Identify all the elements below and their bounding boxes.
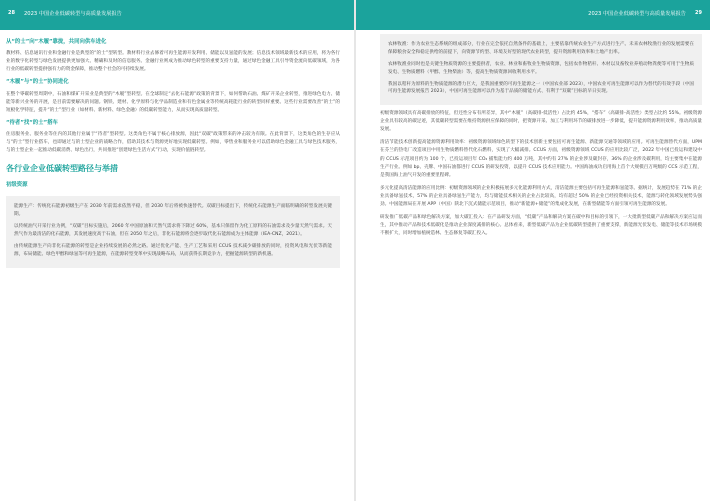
- minor-heading: 初级资源: [6, 182, 28, 189]
- section-heading: 各行业企业低碳转型路径与举措: [6, 164, 118, 174]
- box-paragraph-3: 我国以秸秆为原料的生物质能源的潜力巨大，是我国重要的可再生能源之一（中国农业部 2023），中国农业可再生能源可以作为替代的有效手段（中国可再生能源发展报告 2023），中国可再生能源可以作为基于品质的储能方式、有利于“双碳”目标的早日实现。: [388, 81, 694, 95]
- right-page-number: 29: [695, 10, 702, 16]
- right-paragraph-4: 研发推广低碳产品和绿色解决方案，加大碳汇投入：在产品研发方面，“低碳”产品和解决方案在碳中和目标的引领下，一大批新型低碳产品和解决方案应运而生，其中推动产品和技术低碳化是推动企业深度减排的核心。总体看来，新型低碳产品为企业低碳转型提供了重要支撑，新能源光伏发电、储能等技术市场规模不断扩大，同时增加植树造林、生态修复等碳汇投入。: [380, 214, 702, 236]
- box-paragraph-1: 农林牧渔：作为农业生态系统的组成部分，行业在完全依托自然条件的基础上，主要依靠传统农业生产方式进行生产。未来农林牧渔行业的发展需要在保障粮食安全和稳定供给的前提下，向资源节约型、环境友好型的现代农业转型，提升资源利用效率和土地产出率。: [388, 42, 694, 55]
- box-paragraph-2: 以传统油气开采行业为例，“双碳”目标实施后，2060 年中国原油和天然气需求将下降过 60%，基本只保留作为化工原料的石油需求及少量天然气需求。天然气作为最清洁的化石能源，其发展速度高于石油，但在 2050 年之后，非化石能源将会逐步取代化石能源成为主体能源（IEA-CNZ，2021）。: [14, 223, 332, 237]
- box-paragraph-1: 能源生产：传统化石能源初级生产在 2030 年前需求依然平稳，但 2030 年后将被快速替代。双碳目标提出下，传统化石能源生产面临明确的转型发展关键期。: [14, 204, 332, 218]
- box-paragraph-2: 农林牧渔业同时也是关键生物质资源的主要提供者，农业、林业和畜牧业生物质资源，包括农作物秸秆、木材以及畜牧业养殖动物粪便等可用于生物质发电、生物质燃料（甲醇、生物柴油）等，提高生物质资源回收利用水平。: [388, 61, 694, 75]
- left-page: [0, 30, 354, 501]
- energy-production-box: [6, 196, 340, 267]
- subsection-heading-2: “木履”与“的士”协同进化: [6, 79, 69, 86]
- subsection-heading-1: 从“的士”向“木履”靠拢，共同向供车进化: [6, 39, 107, 45]
- box-paragraph-3: 由传统能源生产向非化石能源的转型是企业持续发展的必然之路。通过优化产能、生产工艺和采用 CCUS 技术减少碳排放的同时，投资风电和光伏等新能源，布局储能、绿色甲醇和绿氢等可再生能源，在能源转型变革中实现战略布局，从而获得长期竞争力，把握能源转型的新机遇。: [14, 243, 332, 257]
- subsection-heading-3: “待者”找“的士”搭车: [6, 119, 58, 126]
- left-page-number: 28: [8, 10, 15, 16]
- right-paragraph-1: 初级资源领域具有高碳排放的特征，但还性分布有所差异，其中“木履”（高碳排-低活性）占比约 45%，“搭车”（高碳排-高活性）类型占比约 55%。初级资源企业具有较高的碳足迹，其低碳转型需要在维持资源供应保障的同时，把资源开采、加工与利用环节的碳排放进一步降低，提升能源资源利用效率，推动高质量发展。: [380, 111, 702, 133]
- agriculture-box: [380, 34, 702, 105]
- right-page-header: [356, 0, 710, 30]
- left-page-header: [0, 0, 354, 30]
- right-page: [356, 30, 710, 501]
- right-paragraph-2: 清洁节能技术创新提高能源资源利用效率：初级资源领域绿色转型下的技术创新主要包括可再生能源、新能源交通等领域的应用。可再生能源替代方面，UPM 在芬兰的热电厂改造项目中用生物质燃料替代化石燃料，实现了大幅减排。CCUS 方面，初级资源领域 CCUS 的应用比较广泛，2022 年中国已投运和建设中的 CCUS 示范项目约为 100 个，已投运项目年 CO₂ 捕集能力约 400 万吨，其中约有 27% 的企业涉及碳封存，36% 的企业涉及碳利用，均主要集中在能源生产行业。例如 bp、壳牌、中国石油都进行 CCUS 的研发投资，以提升 CCUS 技术应用能力。中国海油成功启用海上首个大规模百万吨级的 CCS 示范工程，是我国海上油气开发的重要里程碑。: [380, 140, 702, 178]
- paragraph-2: 在整个零碳转型周期中，石油和煤矿开采业是典型的“木履”型转型。在全球制定“去化石能源”政策的背景下，如何帮助石油、煤矿开采企业转型，推进绿色电力、储能等新兴业务的开展，是目前需要解决的问题。钢铁、建材、化学原料与化学品制造业和有色金属业等传统高耗能行业的转型同样重要。这些行业需要改善“的士”的短板化学特征，提升“的士”型行业（如材料、新材料、绿色金融）的低碳转型能力，从而实现高质量转型。: [6, 91, 340, 113]
- left-running-title: 2023 中国企业低碳转型与高质量发展报告: [24, 11, 122, 17]
- right-running-title: 2023 中国企业低碳转型与高质量发展报告: [588, 11, 686, 17]
- paragraph-1: 教材料、信息通讯行业和金融行业是典型的“的士”型转型。教材料行业去修着可再生能源开发利用、储能以及氢能的发展；信息技术领域最新技术的应用，将为各行业的数字化转型与绿色发展提供更加强大、精确和及时的信息服务。金融行业则成为推动绿色转型的重要支持力量，通过绿色金融工具引导资金流向低碳领域，为各行业的低碳转型提供强有力的资金保障，推动整个社会的可持续发展。: [6, 51, 340, 73]
- paragraph-3: 住房服务业、服务业等住内的其他行业属于“待者”型转型。这类角色不属于核心排放源，因此“双碳”政策带来的冲击较为有限。在此背景下，这类角色的生存应从与“的士”型行业搭车，也即通过与的士型企业的战略合作，借助其技术与资源更好地实现低碳转型。例如，零售业和服务业可以借助绿色金融工具与绿色技术服务，与的士型企业一起推动低碳消费、绿色出行，共同推进“创建绿色生活方式”行动，实现价值链转型。: [6, 132, 340, 154]
- right-paragraph-3: 多元化提高清洁能源的应用比例：初级资源领域的企业积极拓展多元化能源利用方式，清洁能源主要包括可再生能源和氢能等。据统计，发展趋势在 71% 的企业具备绿氢技术，57% 的企业具备绿氢生产能力，均与储能技术相关的企业占比较高，均有超过 50% 的企业已经投资相关技术，能源与转化领域发展势头强劲。中国能源局在开展 APP（中国）陕北下沉式储能示范项目，推动“新能源+储能”的集成化发展，在新型储能等方面引领可再生能源的发展。: [380, 185, 702, 207]
